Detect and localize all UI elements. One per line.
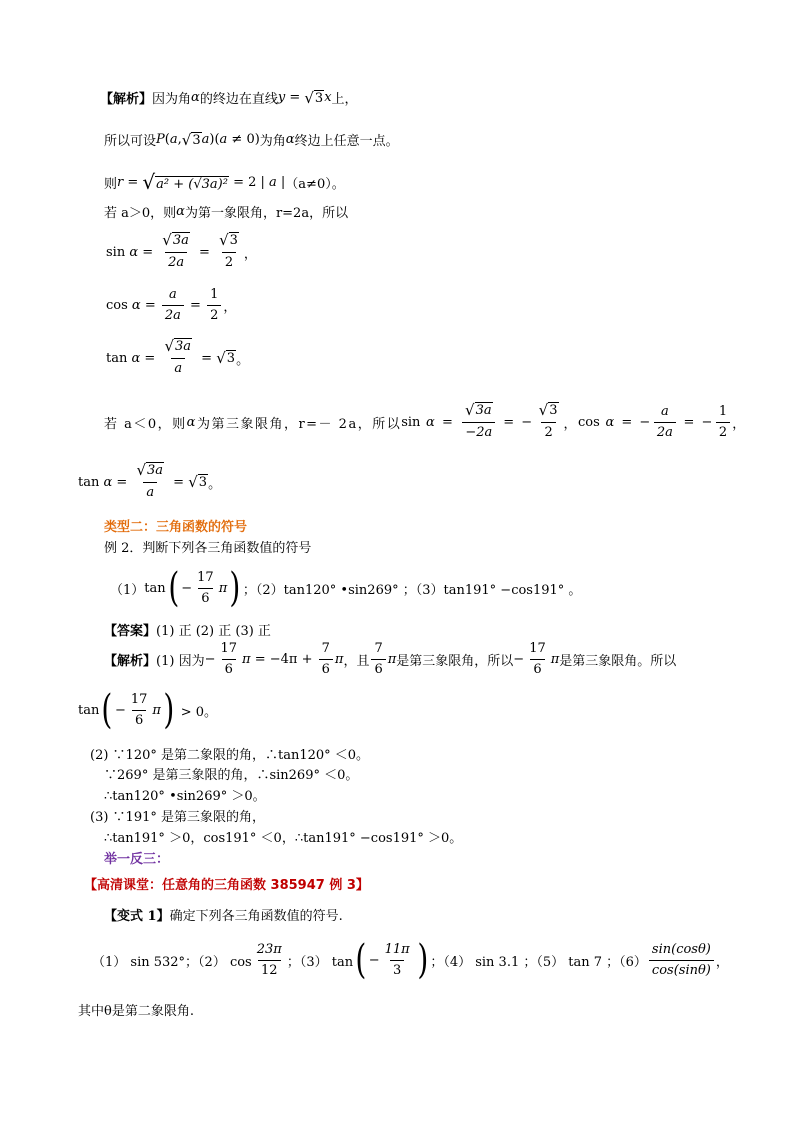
denominator: 6	[198, 588, 212, 608]
point-p: P	[156, 132, 165, 147]
sqrt-arg: 3	[198, 475, 208, 490]
minus: −	[639, 414, 652, 430]
denominator: −2a	[462, 422, 495, 442]
fraction	[128, 691, 151, 730]
alpha-symbol: α	[191, 90, 200, 105]
text: 则	[104, 176, 118, 192]
text: ；（4） sin 3.1 ；（5） tan 7 ；（6）	[430, 954, 647, 970]
alpha-symbol: α	[426, 414, 437, 430]
negative-case-line	[104, 402, 747, 442]
equals: =	[140, 350, 160, 366]
alpha-symbol: α	[186, 414, 197, 430]
equals: =	[123, 174, 143, 190]
text: 是第三象限角。所以	[559, 654, 677, 669]
numerator: 3a	[172, 233, 189, 248]
denominator: 2	[716, 422, 730, 442]
sqrt-arg: a² + (√3a)²	[156, 177, 228, 192]
text: (1) 因为	[156, 654, 205, 669]
alpha-symbol: α	[285, 132, 295, 147]
text: (3) ∵191° 是第三象限的角，	[90, 810, 265, 825]
numerator: 17	[529, 641, 546, 656]
fraction	[716, 403, 730, 442]
text: 确定下列各三角函数值的符号.	[169, 909, 343, 924]
fraction	[162, 286, 184, 325]
equals: =	[436, 414, 460, 430]
comma: ，	[563, 416, 579, 432]
denominator: 6	[132, 710, 146, 730]
paren: )	[209, 132, 215, 147]
equals: =	[138, 244, 158, 260]
sin-formula	[106, 232, 257, 272]
var-x: x	[324, 90, 332, 105]
sin-label: sin	[401, 414, 421, 430]
text: ∴tan191° ＞0，cos191° ＜0，∴tan191° −cos191° ＞0。	[104, 831, 463, 846]
fraction: √ 3 2	[538, 401, 558, 440]
text: ∵269° 是第三象限的角，∴sin269° ＜0。	[104, 768, 359, 783]
hd-class-heading	[84, 874, 369, 893]
period: 。	[208, 476, 222, 492]
minus: −	[701, 414, 714, 430]
equals: =	[497, 414, 522, 430]
comma: ，	[715, 954, 729, 970]
text: 上，	[331, 92, 358, 107]
tan-label: tan	[106, 350, 128, 366]
alpha-symbol: α	[129, 244, 139, 260]
numerator: 17	[130, 691, 148, 707]
fraction	[649, 941, 714, 980]
text: (2) ∵120° 是第二象限的角，∴tan120° ＜0。	[90, 748, 370, 763]
pi-symbol: π	[550, 652, 560, 667]
fraction	[371, 640, 385, 679]
comma: ，	[243, 246, 257, 262]
fraction	[254, 941, 285, 980]
jiexi-line-4	[104, 202, 348, 221]
denominator: 2a	[654, 422, 676, 442]
variant-last-line	[78, 1000, 194, 1019]
sin-label: sin	[106, 244, 126, 260]
text: ；（2）tan120° •sin269° ；（3）tan191° −cos191° 。	[242, 582, 582, 598]
sqrt: √ 3	[181, 130, 201, 149]
text: 终边上任意一点。	[294, 134, 399, 149]
jiexi-line-2	[104, 130, 399, 149]
sqrt-arg: 3	[192, 132, 201, 148]
text: 为第一象限角，r=2a，所以	[184, 206, 349, 221]
fraction: √ 3 2	[219, 231, 238, 270]
var-a: a	[169, 132, 178, 147]
solution-line-5	[90, 806, 265, 825]
fraction	[526, 640, 549, 679]
minus: −	[204, 652, 216, 667]
denominator: 3	[390, 960, 404, 980]
fraction: √ 3a a	[164, 337, 192, 376]
fraction: √ 3a 2a	[162, 231, 189, 270]
denominator: 2	[541, 422, 555, 442]
sqrt-arg: 3	[226, 351, 236, 366]
tan-formula	[106, 338, 249, 378]
heading-text: 【高清课堂：任意角的三角函数 385947 例 3】	[84, 878, 369, 893]
example2-items: （1） tan ( − $\frac{17}{6}$ π ) ；（2）tan120° •sin269° ；（3）tan191° −cos191° 。	[110, 565, 582, 611]
pi-symbol: π	[242, 652, 251, 667]
fraction	[319, 640, 333, 679]
numerator: 17	[220, 641, 238, 656]
text: 为第三象限角，r=－ 2a，所以	[196, 416, 402, 432]
example-text: 例 2．判断下列各三角函数值的符号	[104, 541, 312, 556]
solution-line-4	[104, 785, 266, 804]
denominator: cos(sinθ)	[649, 960, 714, 980]
text: 若 a＜0，则	[104, 416, 187, 432]
text: = −4π +	[250, 652, 317, 667]
text: = 2 |	[228, 174, 270, 190]
text: 为角	[259, 134, 286, 149]
denominator: 2a	[165, 252, 187, 272]
comma: ，	[732, 416, 747, 432]
answer-tag: 【答案】	[104, 624, 157, 639]
comma: ,	[177, 132, 182, 147]
alpha-symbol: α	[103, 474, 113, 490]
var-y: y	[277, 90, 286, 105]
denominator: 2a	[162, 305, 184, 325]
denominator: 12	[258, 960, 281, 980]
equals: =	[112, 474, 132, 490]
var-a: a	[201, 132, 210, 147]
pi-symbol: π	[387, 652, 397, 667]
pi-symbol: π	[152, 702, 161, 718]
var-a: a	[269, 174, 277, 190]
text: 因为角	[152, 92, 192, 107]
numerator: 1	[210, 287, 219, 302]
answer-text: (1) 正 (2) 正 (3) 正	[156, 624, 271, 639]
text: 若 a＞0，则	[104, 206, 177, 221]
equals: =	[169, 474, 189, 490]
paren: (	[214, 132, 220, 147]
denominator: 2	[222, 252, 236, 272]
solution-line-6	[104, 827, 462, 846]
numerator: a	[660, 403, 669, 419]
example2-line	[104, 537, 311, 556]
numerator: 17	[197, 569, 214, 585]
answer-line	[104, 620, 271, 639]
fraction	[654, 403, 676, 442]
sqrt-arg: 3	[314, 90, 324, 106]
fraction	[207, 286, 221, 325]
equals: =	[285, 90, 305, 105]
numerator: 1	[718, 403, 728, 419]
numerator: a	[169, 287, 177, 302]
text: 其中θ是第二象限角.	[78, 1004, 194, 1019]
equals: =	[677, 414, 702, 430]
text: ；（3） tan	[286, 954, 354, 970]
jiexi-line-3	[104, 172, 345, 192]
solution-line-3	[104, 764, 358, 783]
denominator: 2	[207, 305, 221, 325]
alpha-symbol: α	[131, 350, 141, 366]
text: （a≠0）。	[285, 176, 345, 192]
denominator: 6	[319, 659, 333, 679]
equals: =	[615, 414, 640, 430]
sqrt: √ 3	[304, 88, 324, 107]
minus: −	[521, 414, 534, 430]
fraction: √ 3a a	[136, 461, 164, 500]
equals: =	[197, 350, 217, 366]
sqrt: √ a² + (√3a)²	[142, 170, 228, 194]
text: ∴tan120° •sin269° ＞0。	[104, 789, 266, 804]
minus: −	[114, 702, 126, 718]
denominator: a	[171, 358, 185, 378]
jiexi-tag: 【解析】	[104, 654, 157, 669]
alpha-symbol: α	[605, 414, 616, 430]
cos-label: cos	[106, 298, 128, 313]
numerator: 3	[549, 403, 558, 418]
sqrt: √ 3	[216, 349, 236, 367]
tan-label: tan	[78, 474, 100, 490]
equals: =	[185, 298, 206, 313]
variant-tag: 【变式 1】	[104, 909, 170, 924]
text: 是第三象限角，所以	[396, 654, 514, 669]
text: ≠ 0)	[227, 132, 260, 147]
denominator: a	[143, 482, 157, 502]
numerator: 3a	[175, 339, 192, 354]
fraction	[217, 640, 240, 679]
numerator: 3	[229, 233, 238, 248]
numerator: 3a	[475, 403, 492, 418]
solution-line-1	[104, 640, 676, 679]
denominator: 6	[222, 659, 236, 679]
var-r: r	[117, 174, 124, 190]
tan-negative-formula	[78, 462, 221, 502]
text: > 0。	[176, 704, 218, 720]
tan-label: tan	[144, 580, 166, 596]
variant-line	[104, 905, 343, 924]
period: 。	[236, 352, 250, 368]
tan-label: tan	[78, 702, 100, 718]
minus: −	[181, 580, 193, 596]
minus: −	[368, 952, 380, 968]
alpha-symbol: α	[131, 298, 141, 313]
fraction	[382, 941, 413, 980]
practice-heading	[104, 848, 169, 867]
solution-tan-positive: tan ( − $\frac{17}{6}$ π ) > 0。	[78, 687, 218, 733]
heading-text: 类型二：三角函数的符号	[104, 520, 248, 535]
equals: =	[194, 244, 215, 260]
denominator: 6	[371, 659, 385, 679]
heading-text: 举一反三：	[104, 852, 170, 867]
type2-heading	[104, 516, 247, 535]
pi-symbol: π	[218, 580, 228, 596]
fraction	[194, 569, 217, 608]
jiexi-tag: 【解析】	[100, 92, 153, 107]
numerator: 7	[374, 641, 383, 656]
comma: ，	[223, 300, 237, 315]
numerator: 11π	[384, 941, 410, 957]
text: ，且	[343, 654, 370, 669]
solution-line-2	[90, 744, 369, 763]
numerator: 23π	[256, 941, 282, 957]
numerator: sin(cosθ)	[651, 941, 711, 957]
paren: (	[164, 132, 170, 147]
denominator: 6	[530, 659, 544, 679]
minus: −	[513, 652, 525, 667]
pi-symbol: π	[334, 652, 344, 667]
numerator: 3a	[147, 463, 164, 478]
var-a: a	[219, 132, 228, 147]
text: |	[276, 174, 286, 190]
jiexi-line-1	[100, 88, 358, 107]
item-label: （1）	[110, 582, 145, 598]
equals: =	[140, 298, 160, 313]
numerator: 7	[321, 641, 330, 656]
text: 所以可设	[104, 134, 157, 149]
sqrt: √ 3	[188, 473, 208, 491]
alpha-symbol: α	[176, 204, 185, 219]
text: 的终边在直线	[199, 92, 278, 107]
cos-label: cos	[578, 414, 600, 430]
cos-formula	[106, 286, 236, 325]
variant-items: （1） sin 532°；（2） cos $\frac{23\pi}{12}$ ；（3） tan ( − $\frac{11\pi}{3}$ ) ；（4） sin 3.1 ；（5） tan 7 ；（6） $\frac{\sin(\cos\theta)}{\cos(\sin\theta)}$ ，	[92, 937, 729, 983]
fraction: √ 3a −2a	[462, 402, 496, 442]
text: （1） sin 532°；（2） cos	[92, 954, 252, 970]
